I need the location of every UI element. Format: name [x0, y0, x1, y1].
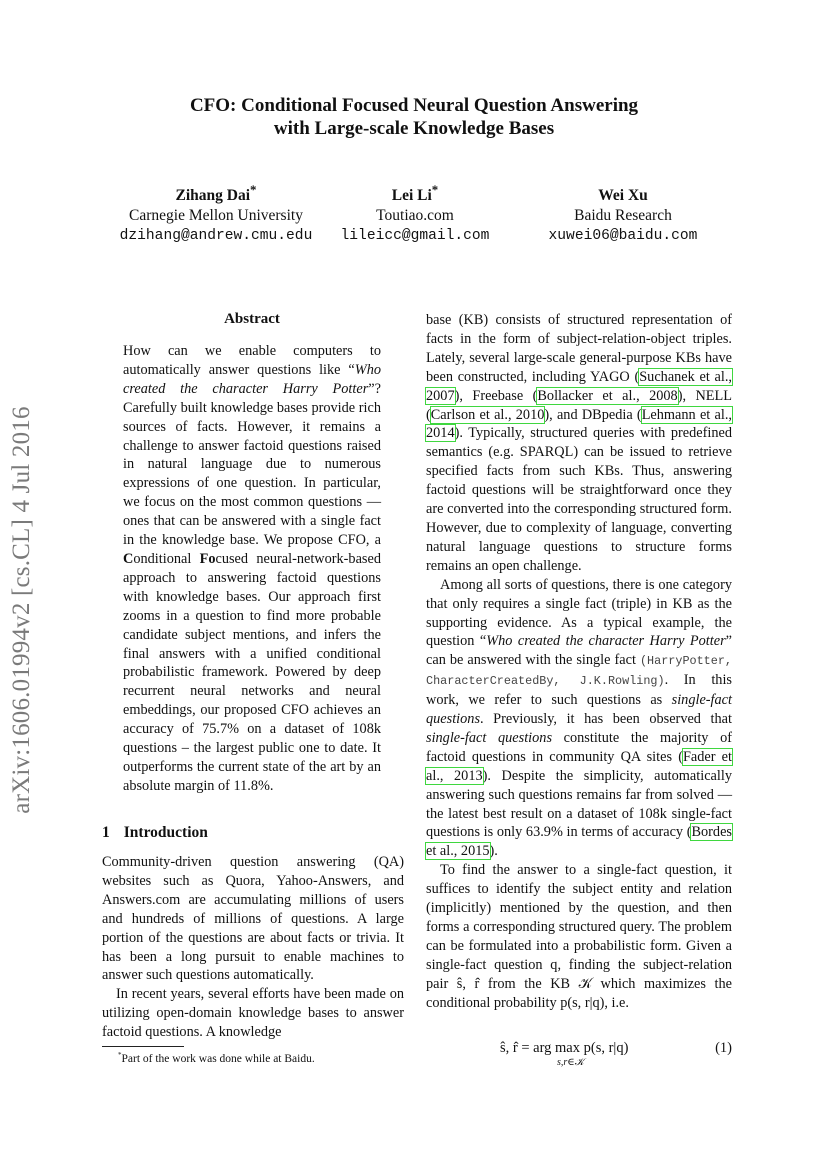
title-line-1: CFO: Conditional Focused Neural Question Answering	[189, 95, 639, 116]
author-affiliation: Baidu Research	[574, 207, 672, 225]
section-title: Introduction	[123, 824, 208, 841]
citation-link[interactable]: Fader et al., 2013	[426, 748, 732, 784]
paper-title	[0, 94, 828, 140]
fact-triple: (HarryPotter, CharacterCreatedBy, J.K.Rowling)	[426, 654, 732, 689]
author-block-1	[96, 180, 336, 246]
author-block-2	[330, 180, 500, 246]
citation-link[interactable]: Suchanek et al., 2007	[426, 368, 732, 404]
author-email[interactable]: dzihang@andrew.cmu.edu	[119, 228, 313, 245]
author-affiliation: Carnegie Mellon University	[129, 207, 303, 225]
author-email[interactable]: xuwei06@baidu.com	[548, 228, 698, 245]
abstract-paragraph: How can we enable computers to automatically answer questions like “Who created the character Harry Potter”? Carefully built knowledge bases provide rich sources of facts. However, it remains a challenge to answer factoid questions raised in natural language due to numerous expressions of one question. In particular, we focus on the most common questions — ones that can be answered with a single fact in the knowledge base. We propose CFO, a Conditional Focused neural-network-based approach to answering factoid questions with knowledge bases. Our approach first zooms in a question to find more probable candidate subject mentions, and infers the final answers with a unified conditional probabilistic framework. Powered by deep recurrent neural networks and neural embeddings, our proposed CFO achieves an accuracy of 75.7% on a dataset of 108k questions – the largest public one to date. It outperforms the current state of the art by an absolute margin of 11.8%.	[123, 343, 381, 794]
right-paragraph-2: Among all sorts of questions, there is one category that only requires a single fact (triple) in KB as the supporting evidence. As a typical example, the question “Who created the character Harry Potter” can be answered with the single fact (HarryPotter, CharacterCreatedBy, J.K.Rowling). In this work, we refer to such questions as single-fact questions. Previously, it has been observed that single-fact questions constitute the majority of factoid questions in community QA sites (Fader et al., 2013). Despite the simplicity, automatically answering such questions remains far from solved — the latest best result on a dataset of 108k single-fact questions is only 63.9% in terms of accuracy (Bordes et al., 2015).	[426, 576, 733, 860]
author-mark: *	[250, 182, 257, 197]
footnote	[118, 1051, 315, 1065]
author-name: Lei Li	[391, 187, 432, 205]
footnote-rule	[102, 1046, 184, 1047]
right-paragraph-1: base (KB) consists of structured representation of facts in the form of subject-relation-object triples. Lately, several large-scale general-purpose KBs have been constructed, including YAGO (Suchanek et al., 2007), Freebase (Bollacker et al., 2008), NELL (Carlson et al., 2010), and DBpedia (Lehmann et al., 2014). Typically, structured queries with predefined semantics (e.g. SPARQL) can be issued to retrieve specified facts from such KBs. Thus, answering factoid questions will be straightforward once they are converted into the corresponding structured form. However, due to complexity of language, converting natural language questions to structure forms remains an open challenge.	[426, 312, 732, 574]
author-name: Wei Xu	[598, 187, 648, 205]
citation-link[interactable]: Bordes et al., 2015	[426, 824, 732, 860]
equation-body: ŝ, r̂ = arg max p(s, r|q)	[500, 1040, 629, 1056]
intro-body	[102, 853, 404, 1042]
equation-number: (1)	[715, 1040, 732, 1056]
author-name: Zihang Dai	[175, 187, 251, 205]
intro-paragraph-2: In recent years, several efforts have been made on utilizing open-domain knowledge bases to answer factoid questions. A knowledge	[102, 986, 404, 1041]
right-paragraph-3: To find the answer to a single-fact question, it suffices to identify the subject entity and relation (implicitly) mentioned by the question, and then forms a corresponding structured query. The problem can be formulated into a probabilistic form. Given a single-fact question q, finding the subject-relation pair ŝ, r̂ from the KB 𝒦 which maximizes the conditional probability p(s, r|q), i.e.	[426, 862, 732, 1011]
arxiv-stamp-text: arXiv:1606.01994v2 [cs.CL] 4 Jul 2016	[8, 406, 35, 814]
citation-link[interactable]: Bollacker et al., 2008	[537, 387, 678, 404]
title-line-2: with Large-scale Knowledge Bases	[273, 118, 555, 139]
intro-paragraph-1: Community-driven question answering (QA) websites such as Quora, Yahoo-Answers, and Answers.com are accumulating millions of users and hundreds of millions of questions. A large portion of the questions are about facts or trivia. It has been a long pursuit to enable machines to answer such questions automatically.	[102, 854, 404, 984]
author-mark: *	[431, 182, 439, 197]
abstract-body	[123, 342, 381, 796]
arxiv-stamp	[4, 380, 40, 840]
equation-subscript: s,r∈𝒦	[557, 1057, 584, 1068]
author-email[interactable]: lileicc@gmail.com	[340, 228, 490, 245]
section-heading-introduction	[102, 824, 208, 842]
section-number: 1	[102, 824, 110, 841]
abstract-heading: Abstract	[224, 311, 280, 327]
footnote-text: Part of the work was done while at Baidu.	[121, 1052, 315, 1065]
citation-link[interactable]: Carlson et al., 2010	[430, 406, 545, 423]
equation-1	[500, 1040, 735, 1074]
author-affiliation: Toutiao.com	[376, 207, 454, 225]
right-column-body	[426, 311, 732, 1013]
author-block-3	[526, 180, 720, 246]
citation-link[interactable]: Lehmann et al., 2014	[426, 406, 732, 442]
footnote-mark: *	[118, 1051, 122, 1059]
